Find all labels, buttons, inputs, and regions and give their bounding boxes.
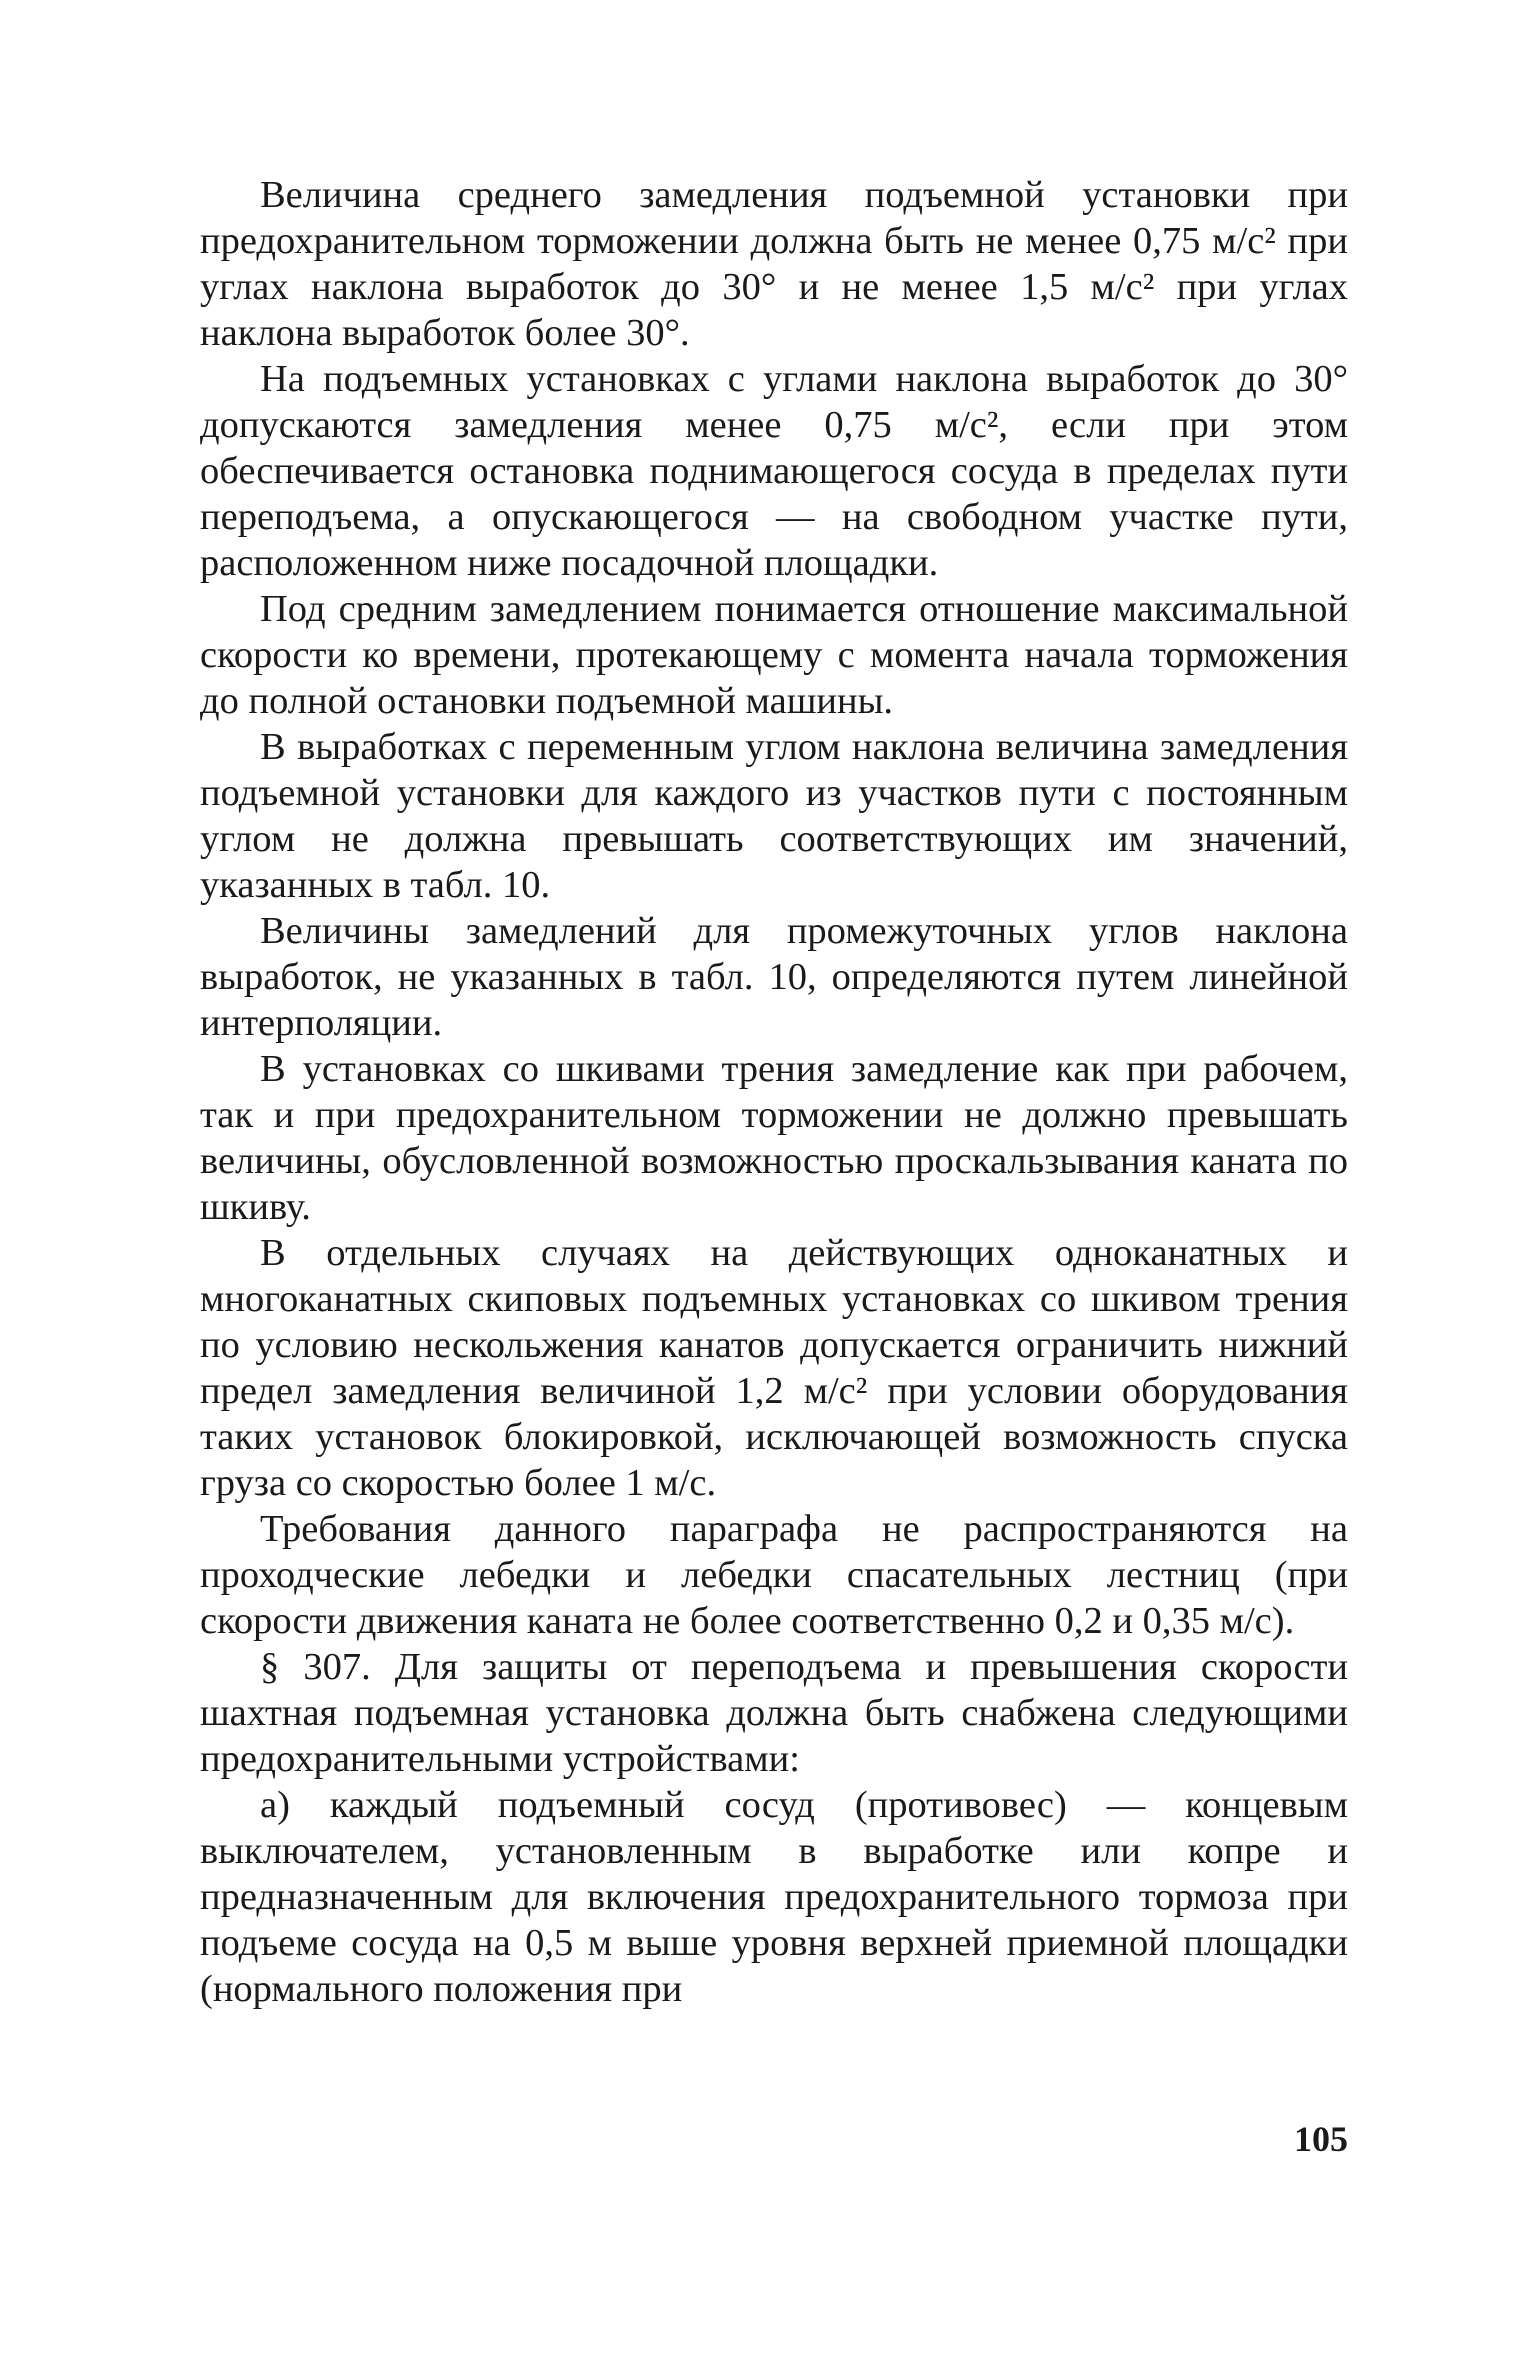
paragraph-2: На подъемных установках с углами наклона выработок до 30° допускаются замедления менее 0,75 м/с², если при этом обеспечивается остановка поднимающегося сосуда в пределах пути переподъема, а опускающегося — на свободном участке пути, расположенном ниже посадочной площадки.: [200, 358, 1348, 584]
paragraph-5: Величины замедлений для промежуточных углов наклона выработок, не указанных в табл. 10, определяются путем линейной интерполяции.: [200, 910, 1348, 1044]
paragraph-3: Под средним замедлением понимается отношение максимальной скорости ко времени, протекающему с момента начала торможения до полной остановки подъемной машины.: [200, 588, 1348, 722]
paragraph-7: В отдельных случаях на действующих одноканатных и многоканатных скиповых подъемных установках со шкивом трения по условию нескольжения канатов допускается ограничить нижний предел замедления величиной 1,2 м/с² при условии оборудования таких установок блокировкой, исключающей возможность спуска груза со скоростью более 1 м/с.: [200, 1232, 1348, 1504]
paragraph-10-item-a: а) каждый подъемный сосуд (противовес) — концевым выключателем, установленным в выработке или копре и предназначенным для включения предохранительного тормоза при подъеме сосуда на 0,5 м выше уровня верхней приемной площадки (нормального положения при: [200, 1784, 1348, 2010]
paragraph-6: В установках со шкивами трения замедление как при рабочем, так и при предохранительном торможении не должно превышать величины, обусловленной возможностью проскальзывания каната по шкиву.: [200, 1048, 1348, 1228]
paragraph-4: В выработках с переменным углом наклона величина замедления подъемной установки для каждого из участков пути с постоянным углом не должна превышать соответствующих им значений, указанных в табл. 10.: [200, 726, 1348, 906]
page-number: 105: [1294, 2119, 1348, 2159]
paragraph-8: Требования данного параграфа не распространяются на проходческие лебедки и лебедки спасательных лестниц (при скорости движения каната не более соответственно 0,2 и 0,35 м/с).: [200, 1508, 1348, 1642]
paragraph-9-section-307: § 307. Для защиты от переподъема и превышения скорости шахтная подъемная установка должна быть снабжена следующими предохранительными устройствами:: [200, 1646, 1348, 1780]
paragraph-1: Величина среднего замедления подъемной установки при предохранительном торможении должна быть не менее 0,75 м/с² при углах наклона выработок до 30° и не менее 1,5 м/с² при углах наклона выработок более 30°.: [200, 174, 1348, 354]
body-text: [200, 172, 1348, 2012]
